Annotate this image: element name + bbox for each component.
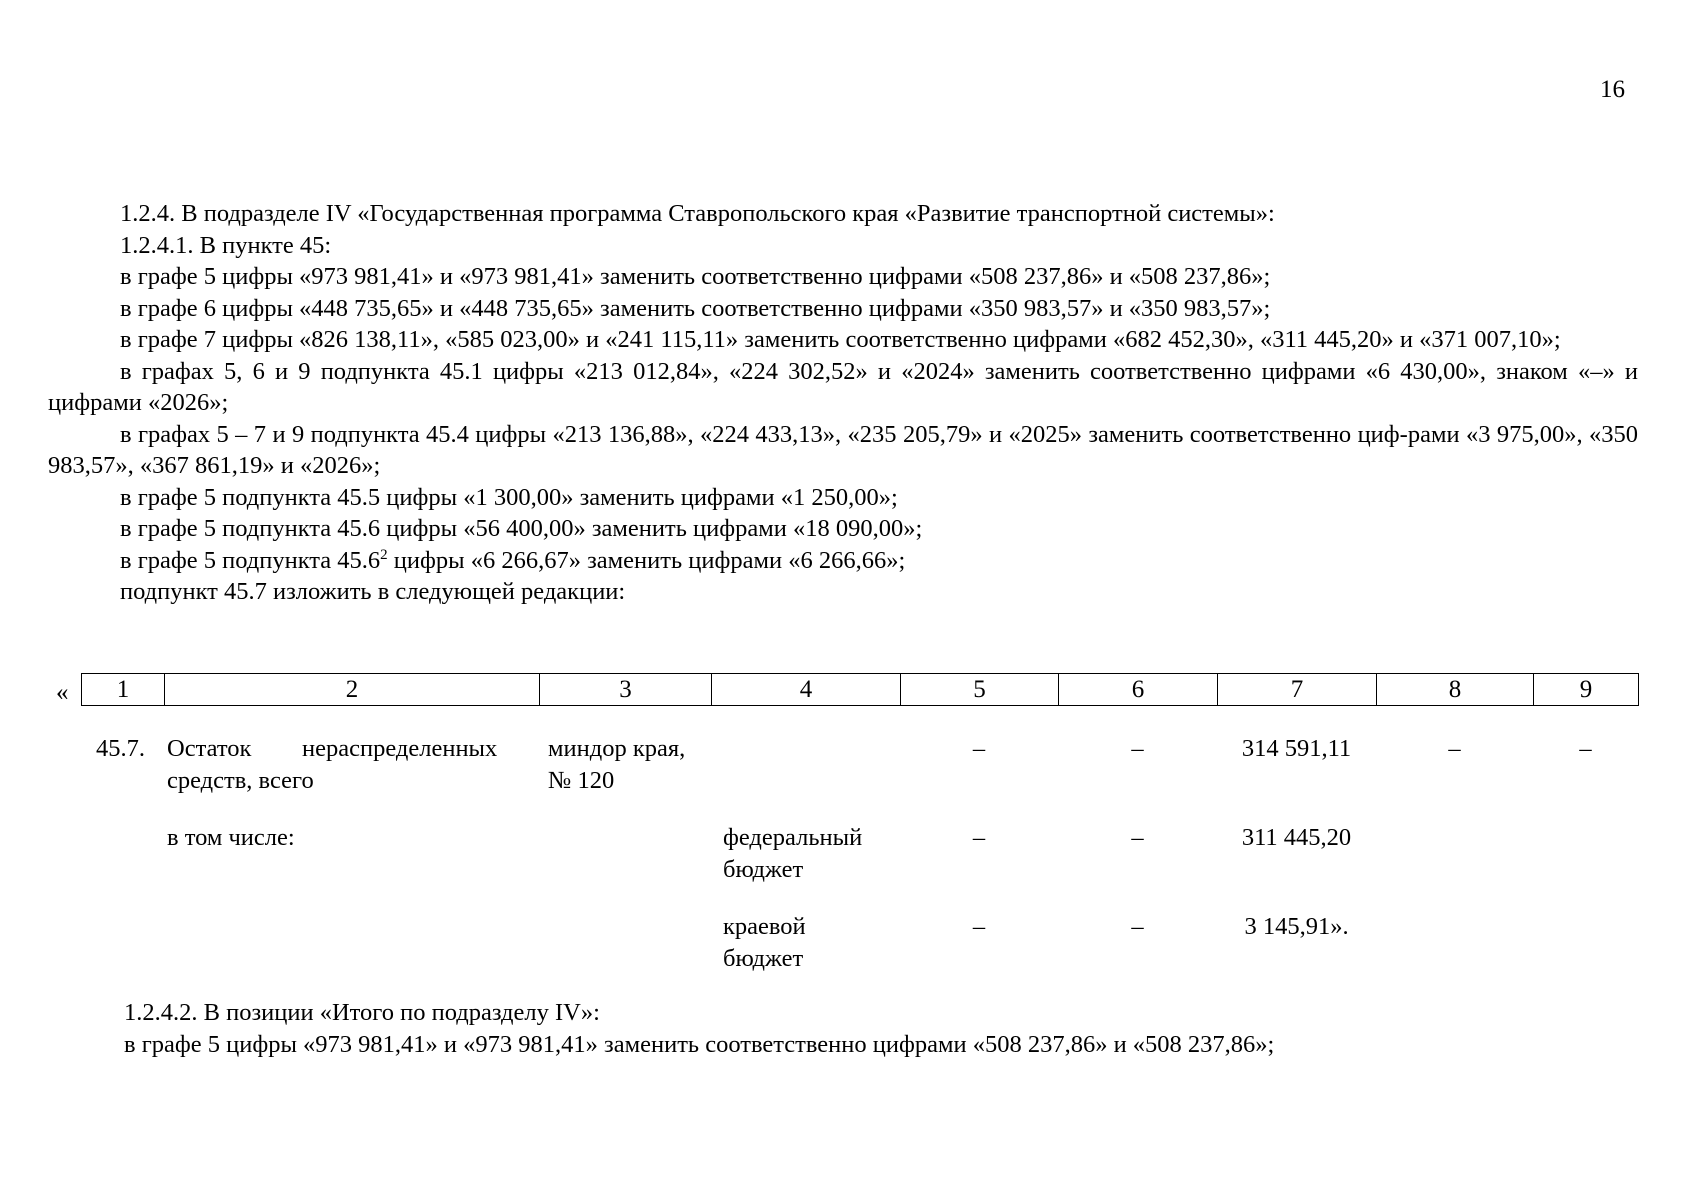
- row-column-8: –: [1448, 735, 1461, 762]
- paragraph-subitem-45-5: в графе 5 подпункта 45.5 цифры «1 300,00» заменить цифрами «1 250,00»;: [120, 483, 898, 511]
- regional-column-5: –: [972, 913, 986, 940]
- row-name-word-1: Остаток: [167, 735, 252, 762]
- paragraph-1-2-4-2: 1.2.4.2. В позиции «Итого по подразделу IV»:: [124, 999, 600, 1026]
- table-open-quote: «: [56, 679, 69, 706]
- subitem-45-6-2-prefix: в графе 5 подпункта 45.6: [120, 546, 381, 574]
- paragraph-subitem-45-6: в графе 5 подпункта 45.6 цифры «56 400,00» заменить цифрами «18 090,00»;: [120, 515, 923, 542]
- column-number-5: 5: [901, 674, 1059, 706]
- federal-budget-line-2: бюджет: [723, 856, 804, 883]
- subitem-45-6-2-suffix: цифры «6 266,67» заменить цифрами «6 266,66»;: [387, 546, 906, 574]
- paragraph-subitem-45-7-intro: подпункт 45.7 изложить в следующей редакции:: [120, 578, 626, 605]
- regional-budget-line-1: краевой: [723, 913, 806, 940]
- table-column-header: [81, 673, 1639, 706]
- federal-budget-line-1: федеральный: [723, 824, 863, 851]
- paragraph-column-7: в графе 7 цифры «826 138,11», «585 023,00» и «241 115,11» заменить соответственно цифрами «682 452,30», «311 445,20» и «371 007,10»;: [120, 326, 1561, 353]
- paragraph-total-column-5: в графе 5 цифры «973 981,41» и «973 981,41» заменить соответственно цифрами «508 237,86» и «508 237,86»;: [124, 1031, 1275, 1058]
- paragraph-1-2-4-1: 1.2.4.1. В пункте 45:: [120, 231, 332, 259]
- page-number: 16: [1600, 76, 1625, 103]
- row-column-5: –: [972, 735, 986, 762]
- federal-column-6: –: [1131, 824, 1144, 851]
- column-number-3: 3: [540, 674, 712, 706]
- row-name-word-2: нераспределенных: [302, 735, 498, 762]
- document-body: [48, 198, 1638, 608]
- column-number-9: 9: [1534, 674, 1639, 706]
- row-column-7: 314 591,11: [1241, 735, 1352, 762]
- column-number-7: 7: [1218, 674, 1377, 706]
- regional-column-7: 3 145,91».: [1244, 913, 1349, 940]
- regional-column-6: –: [1131, 913, 1144, 940]
- row-number: 45.7.: [96, 735, 145, 762]
- paragraph-column-6: в графе 6 цифры «448 735,65» и «448 735,65» заменить соответственно цифрами «350 983,57» и «350 983,57»;: [120, 294, 1271, 322]
- row-column-6: –: [1131, 735, 1144, 762]
- paragraph-subitem-45-6-2: [48, 545, 1638, 577]
- superscript-2: 2: [380, 546, 388, 563]
- column-number-4: 4: [712, 674, 901, 706]
- column-number-1: 1: [82, 674, 165, 706]
- footer-text: [124, 997, 1644, 1061]
- federal-column-5: –: [972, 824, 986, 851]
- column-number-2: 2: [165, 674, 540, 706]
- paragraph-column-5: в графе 5 цифры «973 981,41» и «973 981,41» заменить соответственно цифрами «508 237,86» и «508 237,86»;: [120, 263, 1271, 290]
- regional-budget-line-2: бюджет: [723, 945, 804, 972]
- paragraph-subitem-45-1: в графах 5, 6 и 9 подпункта 45.1 цифры «213 012,84», «224 302,52» и «2024» заменить соответственно цифрами «6 430,00», знаком «–» и цифрами «2026»;: [48, 357, 1638, 416]
- row-executor-line-1: миндор края,: [548, 735, 686, 762]
- federal-column-7: 311 445,20: [1241, 824, 1352, 851]
- table-header-row: [82, 674, 1639, 706]
- row-executor-line-2: № 120: [548, 767, 615, 794]
- paragraph-subitem-45-4: в графах 5 – 7 и 9 подпункта 45.4 цифры «213 136,88», «224 433,13», «235 205,79» и «2025» заменить соответственно циф-рами «3 975,00», «350 983,57», «367 861,19» и «2026»;: [48, 420, 1638, 479]
- paragraph-1-2-4: 1.2.4. В подразделе IV «Государственная программа Ставропольского края «Развитие транспортной системы»:: [120, 200, 1275, 227]
- including-label: в том числе:: [167, 824, 295, 851]
- column-number-6: 6: [1059, 674, 1218, 706]
- column-number-8: 8: [1377, 674, 1534, 706]
- row-name-line-2: средств, всего: [167, 767, 314, 794]
- row-column-9: –: [1579, 735, 1592, 762]
